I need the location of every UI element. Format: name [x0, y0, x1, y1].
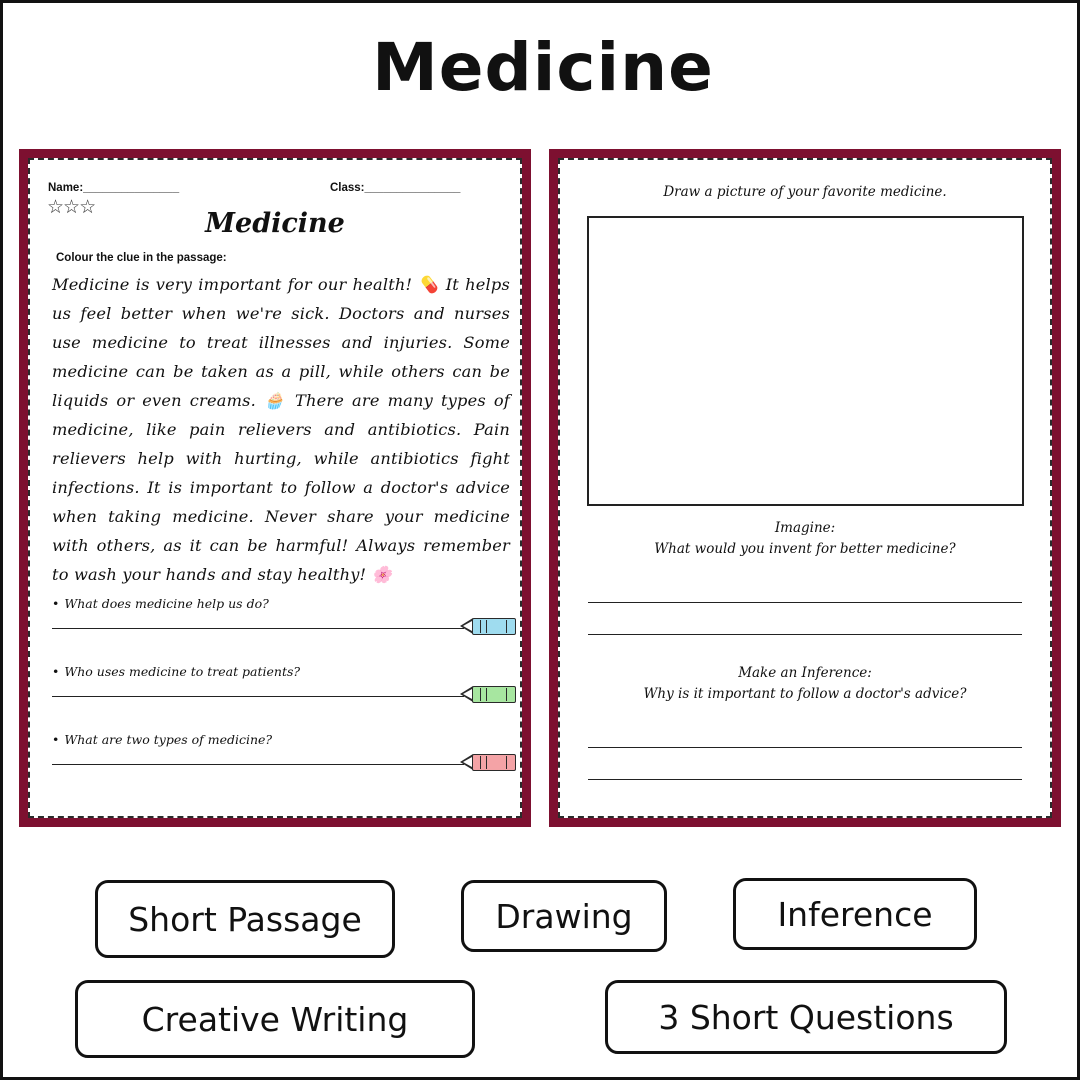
question-text-2 — [52, 664, 520, 679]
worksheet-left-sheet — [19, 149, 531, 827]
crayon-stripe — [486, 620, 487, 633]
imagine-question: What would you invent for better medicine? — [654, 541, 956, 557]
question-label-1: What does medicine help us do? — [64, 596, 269, 611]
bullet-icon: • — [52, 596, 60, 611]
class-field-label[interactable]: Class:_______________ — [330, 182, 461, 194]
tag-drawing[interactable]: Drawing — [461, 880, 667, 952]
crayon-red-icon — [460, 752, 518, 773]
answer-line-1[interactable] — [52, 628, 464, 629]
crayon-stripe — [486, 688, 487, 701]
right-sheet-inner — [558, 158, 1052, 818]
question-label-2: Who uses medicine to treat patients? — [64, 664, 301, 679]
crayon-stripe — [480, 620, 481, 633]
inference-answer-line-2[interactable] — [588, 779, 1022, 780]
tag-inference[interactable]: Inference — [733, 878, 977, 950]
question-block-1 — [52, 596, 520, 629]
crayon-tip-inner — [463, 757, 472, 767]
crayon-body — [472, 618, 516, 635]
tag-short-passage[interactable]: Short Passage — [95, 880, 395, 958]
crayon-stripe — [486, 756, 487, 769]
clue-instruction: Colour the clue in the passage: — [56, 252, 227, 264]
reading-passage: Medicine is very important for our health! 💊 It helps us feel better when we're sick. Doctors and nurses use medicine to treat illnesses and injuries. Some medicine can be taken as a pill, while others can be liquids or even creams. 🧁 There are many types of medicine, like pain relievers and antibiotics. Pain relievers help with hurting, while antibiotics fight infections. It is important to follow a doctor's advice when taking medicine. Never share your medicine with others, as it can be harmful! Always remember to wash your hands and stay healthy! 🌸 — [52, 275, 510, 584]
crayon-tip-inner — [463, 689, 472, 699]
crayon-stripe — [506, 620, 507, 633]
crayon-body — [472, 754, 516, 771]
inference-label: Make an Inference: — [738, 665, 872, 681]
bullet-icon: • — [52, 664, 60, 679]
draw-prompt: Draw a picture of your favorite medicine. — [663, 184, 947, 200]
bullet-icon: • — [52, 732, 60, 747]
tag-creative-writing[interactable]: Creative Writing — [75, 980, 475, 1058]
crayon-blue-icon — [460, 616, 518, 637]
drawing-area[interactable] — [587, 216, 1024, 506]
answer-line-2[interactable] — [52, 696, 464, 697]
crayon-green-icon — [460, 684, 518, 705]
answer-line-3[interactable] — [52, 764, 464, 765]
inference-question: Why is it important to follow a doctor's advice? — [643, 686, 967, 702]
worksheet-right-sheet — [549, 149, 1061, 827]
question-text-3 — [52, 732, 520, 747]
crayon-body — [472, 686, 516, 703]
left-sheet-inner — [28, 158, 522, 818]
question-block-3 — [52, 732, 520, 765]
name-field-label[interactable]: Name:_______________ — [48, 182, 180, 194]
page-title: Medicine — [372, 29, 714, 106]
imagine-answer-line-2[interactable] — [588, 634, 1022, 635]
imagine-label: Imagine: — [774, 520, 836, 536]
crayon-stripe — [480, 756, 481, 769]
star-rating-icon[interactable]: ☆☆☆ — [47, 197, 96, 218]
crayon-stripe — [506, 688, 507, 701]
crayon-stripe — [480, 688, 481, 701]
student-info-row — [48, 182, 502, 198]
imagine-answer-line-1[interactable] — [588, 602, 1022, 603]
crayon-tip-inner — [463, 621, 472, 631]
question-text-1 — [52, 596, 520, 611]
tag-three-short-questions[interactable]: 3 Short Questions — [605, 980, 1007, 1054]
question-block-2 — [52, 664, 520, 697]
crayon-stripe — [506, 756, 507, 769]
worksheet-title: Medicine — [205, 208, 345, 239]
inference-answer-line-1[interactable] — [588, 747, 1022, 748]
question-label-3: What are two types of medicine? — [64, 732, 273, 747]
